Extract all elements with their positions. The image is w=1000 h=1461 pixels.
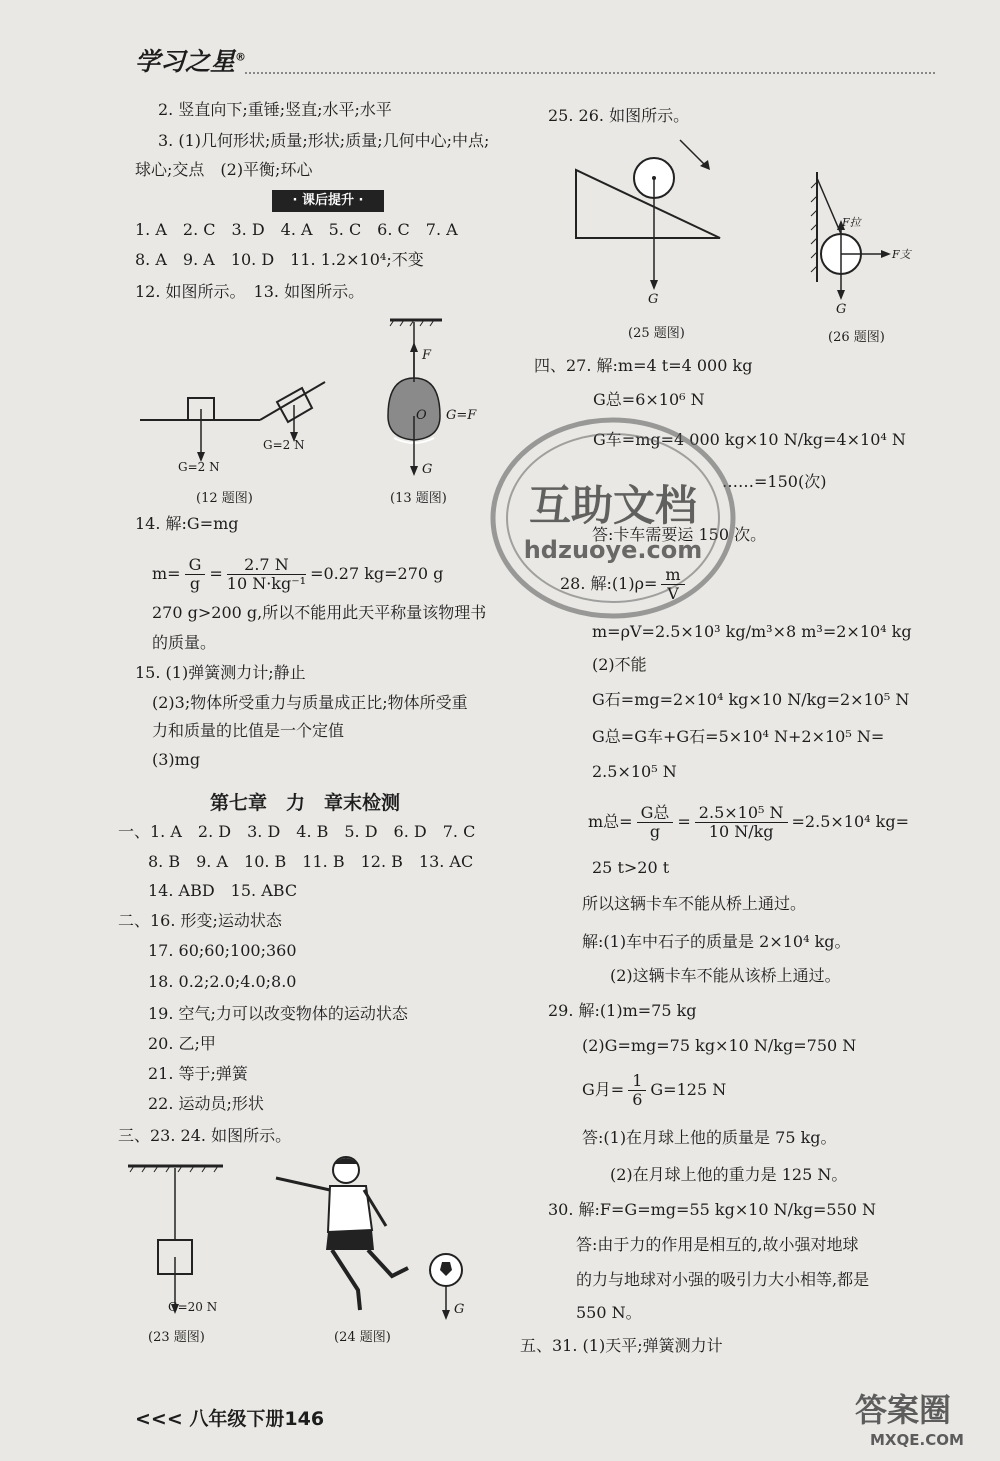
answer-line: 二、16. 形变;运动状态 [118, 911, 282, 930]
answer-line: 20. 乙;甲 [148, 1034, 216, 1053]
answer-line: 17. 60;60;100;360 [148, 941, 297, 960]
answer-line: 270 g>200 g,所以不能用此天平称量该物理书 [152, 603, 487, 622]
answer-line: 25 t>20 t [592, 858, 670, 877]
stamp-url-text: hdzuoye.com [523, 536, 703, 564]
force-label: G [454, 1302, 465, 1317]
answer-line: 力和质量的比值是一个定值 [152, 721, 345, 740]
answer-line: 答:卡车需要运 150 次。 [592, 525, 767, 544]
answer-line: 8. A 9. A 10. D 11. 1.2×10⁴;不变 [135, 250, 424, 269]
answer-line: (3)mg [152, 750, 201, 769]
figure-caption: (26 题图) [828, 330, 885, 345]
section-banner: · 课后提升 · [272, 190, 384, 212]
center-label: O [416, 408, 427, 423]
figure-12-diagram [140, 310, 340, 490]
figure-caption: (24 题图) [334, 1330, 391, 1345]
answer-line: G总=G车+G石=5×10⁴ N+2×10⁵ N= [592, 727, 885, 746]
force-label: G=2 N [263, 438, 305, 452]
force-label: G [648, 292, 659, 307]
page-footer [135, 1404, 324, 1431]
figure-caption: (12 题图) [196, 491, 253, 506]
answer-line: (2)不能 [592, 655, 647, 674]
figure-caption: (13 题图) [390, 491, 447, 506]
answer-line: 1. A 2. C 3. D 4. A 5. C 6. C 7. A [135, 220, 458, 239]
answer-line: ……=150(次) [722, 472, 827, 491]
answer-line: 四、27. 解:m=4 t=4 000 kg [534, 356, 753, 375]
formula-line: m总= $\frac{\text{G总}}{g}$ = $\frac{\text{2.5×10⁵ N}}{10 N/kg}$ =2.5×10⁴ kg= [588, 803, 909, 841]
figure-caption: (25 题图) [628, 326, 685, 341]
chapter-title: 第七章 力 章末检测 [210, 792, 401, 814]
footer-grade: 八年级下册 [189, 1408, 285, 1430]
answer-line: m=ρV=2.5×10³ kg/m³×8 m³=2×10⁴ kg [592, 622, 912, 641]
footer-arrows: <<< [135, 1408, 183, 1430]
answer-line: (2)这辆卡车不能从该桥上通过。 [610, 966, 841, 985]
figure-caption: (23 题图) [148, 1330, 205, 1345]
force-label: G [836, 302, 847, 317]
force-label: G=20 N [168, 1300, 218, 1314]
force-label: F支 [892, 248, 911, 261]
answer-line: G车=mg=4 000 kg×10 N/kg=4×10⁴ N [593, 430, 906, 449]
answer-line: 18. 0.2;2.0;4.0;8.0 [148, 972, 297, 991]
answer-line: 15. (1)弹簧测力计;静止 [135, 663, 306, 682]
answer-line: 22. 运动员;形状 [148, 1094, 264, 1113]
answer-line: 3. (1)几何形状;质量;形状;质量;几何中心;中点; [158, 131, 490, 150]
answer-line: 三、23. 24. 如图所示。 [118, 1126, 292, 1145]
force-label: G [422, 462, 433, 477]
answer-line: 12. 如图所示。 13. 如图所示。 [135, 282, 365, 301]
force-label: G=2 N [178, 460, 220, 474]
answer-line: 14. ABD 15. ABC [148, 881, 298, 900]
answer-line: 29. 解:(1)m=75 kg [548, 1001, 697, 1020]
answer-line: 答:(1)在月球上他的质量是 75 kg。 [582, 1128, 837, 1147]
answer-line: 2.5×10⁵ N [592, 762, 677, 781]
force-label: G=F [446, 408, 477, 423]
force-label: F [422, 348, 432, 363]
force-label: F拉 [842, 216, 861, 229]
header-divider [245, 72, 935, 74]
answer-line: 8. B 9. A 10. B 11. B 12. B 13. AC [148, 852, 474, 871]
answer-line: 21. 等于;弹簧 [148, 1064, 248, 1083]
page-number: 146 [284, 1408, 325, 1430]
answer-line: 25. 26. 如图所示。 [548, 106, 690, 125]
answer-line: (2)3;物体所受重力与质量成正比;物体所受重 [152, 693, 468, 712]
answer-line: 2. 竖直向下;重锤;竖直;水平;水平 [158, 100, 392, 119]
answer-line: 19. 空气;力可以改变物体的运动状态 [148, 1004, 408, 1023]
figure-24-diagram [268, 1150, 478, 1320]
answer-line: 解:(1)车中石子的质量是 2×10⁴ kg。 [582, 932, 851, 951]
answer-line: G石=mg=2×10⁴ kg×10 N/kg=2×10⁵ N [592, 690, 910, 709]
answer-line: 五、31. (1)天平;弹簧测力计 [520, 1336, 723, 1355]
answer-line: 的质量。 [152, 633, 217, 652]
answer-line: 30. 解:F=G=mg=55 kg×10 N/kg=550 N [548, 1200, 877, 1219]
answer-line: 的力与地球对小强的吸引力大小相等,都是 [576, 1270, 870, 1289]
answer-line: 所以这辆卡车不能从桥上通过。 [582, 894, 807, 913]
book-logo: 学习之星® [135, 47, 247, 76]
watermark-brand: 答案圈 MXQE.COM [855, 1391, 964, 1449]
answer-line: (2)在月球上他的重力是 125 N。 [610, 1165, 848, 1184]
formula-line: m= $\frac{G}{g}$ = $\frac{2.7 N}{\text{10 N·kg⁻¹}}$ =0.27 kg=270 g [152, 555, 444, 593]
answer-line: 一、1. A 2. D 3. D 4. B 5. D 6. D 7. C [118, 822, 476, 841]
stamp-cn-text: 互助文档 [528, 481, 698, 530]
answer-line: 550 N。 [576, 1303, 642, 1322]
answer-line: 答:由于力的作用是相互的,故小强对地球 [576, 1235, 859, 1254]
answer-line: G总=6×10⁶ N [593, 390, 705, 409]
formula-line: 28. 解:(1)ρ= $\frac{m}{V}$ [560, 566, 689, 603]
figure-13-diagram [380, 312, 490, 482]
answer-line: 球心;交点 (2)平衡;环心 [135, 160, 313, 179]
answer-line: (2)G=mg=75 kg×10 N/kg=750 N [582, 1036, 857, 1055]
answer-line: 14. 解:G=mg [135, 514, 239, 533]
formula-line: G月= $\frac{1}{6}$ G=125 N [582, 1071, 727, 1109]
